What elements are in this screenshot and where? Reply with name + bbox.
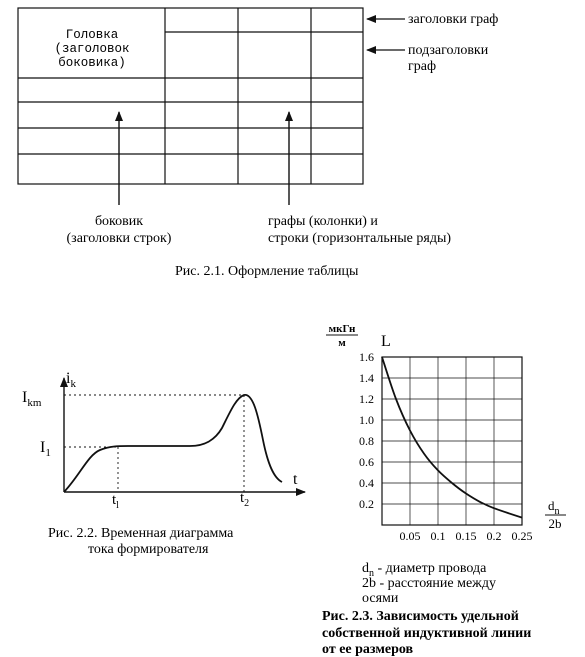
caption-fig-2-2-line2: тока формирователя (88, 542, 209, 557)
chart-series-line (382, 357, 522, 518)
chart-y-ticks (359, 350, 374, 511)
table-head-line1: Головка (65, 28, 119, 42)
chart-legend-line2: 2b - расстояние между (362, 576, 496, 591)
label-stub-1: боковик (94, 214, 144, 229)
chart-x-tick-label: 0.15 (455, 529, 477, 543)
chart-y-tick-label: 0.2 (359, 497, 374, 511)
caption-fig-2-1: Рис. 2.1. Оформление таблицы (175, 264, 359, 279)
label-columns-1: графы (колонки) и (268, 214, 378, 229)
inductance-chart (359, 350, 533, 543)
chart-x-tick-label: 0.1 (430, 529, 446, 543)
t2-label: $t_2$ (240, 490, 250, 509)
chart-x-label-numerator: $d_n$ (548, 498, 560, 517)
caption-fig-2-2-line1: Рис. 2.2. Временная диаграмма (48, 526, 234, 541)
chart-x-tick-label: 0.2 (486, 529, 502, 543)
time-diagram (64, 378, 305, 492)
table-head-line3: боковика) (58, 56, 126, 70)
label-subheaders-2: граф (408, 59, 437, 74)
caption-fig-2-3-line3: от ее размеров (322, 642, 414, 657)
chart-x-ticks (400, 529, 533, 543)
label-stub-2: (заголовки строк) (66, 231, 172, 246)
table-head-line2: (заголовок (54, 42, 130, 56)
caption-fig-2-3-line2: собственной индуктивной линии (322, 626, 532, 641)
current-curve (64, 395, 282, 492)
i1-label: $I_1$ (40, 439, 51, 459)
chart-y-unit-numerator: мкГн (328, 323, 356, 335)
chart-legend-line1: $d_n$ - диаметр провода (362, 561, 487, 579)
chart-y-tick-label: 1.4 (359, 371, 374, 385)
chart-y-tick-label: 0.8 (359, 434, 374, 448)
chart-y-label: L (381, 333, 391, 350)
chart-x-label-denominator: 2b (548, 516, 562, 531)
caption-fig-2-3-line1: Рис. 2.3. Зависимость удельной (322, 609, 519, 624)
chart-x-tick-label: 0.25 (511, 529, 533, 543)
time-y-label: $i_k$ (66, 370, 76, 390)
label-subheaders-1: подзаголовки (408, 43, 489, 58)
t1-label: $t_l$ (112, 492, 119, 511)
chart-y-tick-label: 0.6 (359, 455, 374, 469)
ikm-label: $I_{km}$ (22, 389, 42, 409)
chart-y-tick-label: 1.2 (359, 392, 374, 406)
chart-y-unit-denominator: м (338, 337, 346, 349)
label-columns-2: строки (горизонтальные ряды) (268, 231, 452, 246)
chart-y-tick-label: 0.4 (359, 476, 374, 490)
chart-x-tick-label: 0.05 (399, 529, 421, 543)
chart-grid (382, 357, 522, 525)
label-column-headers: заголовки граф (408, 12, 499, 27)
chart-y-tick-label: 1.0 (359, 413, 374, 427)
time-x-label: t (293, 471, 298, 488)
chart-y-tick-label: 1.6 (359, 350, 374, 364)
chart-legend-line3: осями (362, 591, 399, 606)
